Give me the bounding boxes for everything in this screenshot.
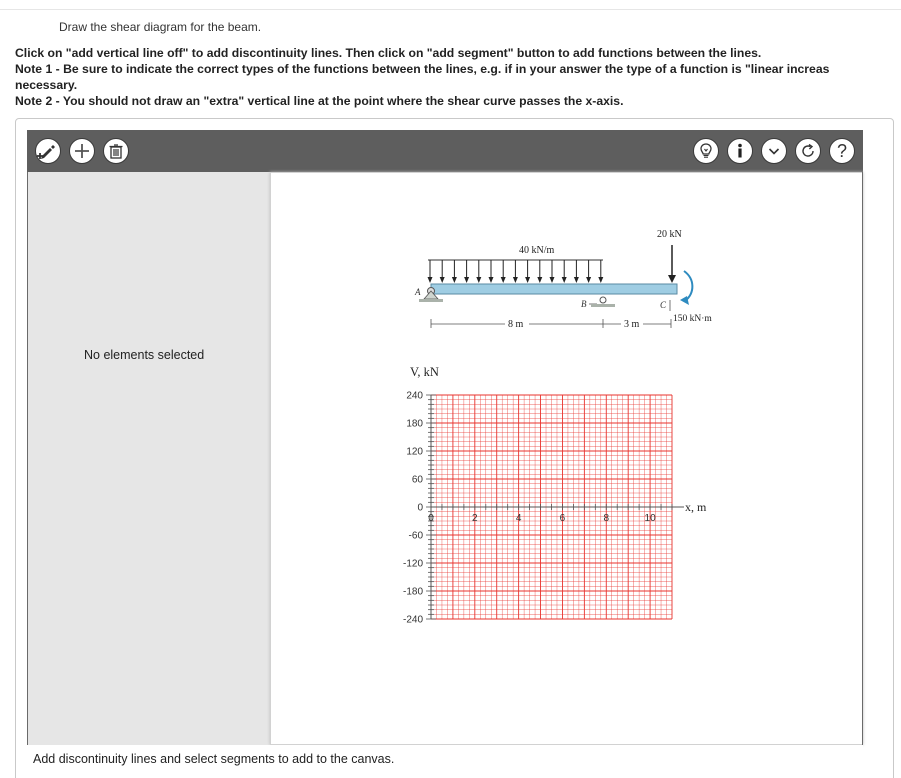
y-tick-label: 180 <box>406 418 423 430</box>
load-arrowhead <box>550 277 555 283</box>
instruction-line-4: Note 2 - You should not draw an "extra" vertical line at the point where the shear curve passes the x-axis. <box>15 94 624 108</box>
question-prompt: Draw the shear diagram for the beam. <box>59 20 262 34</box>
reset-button[interactable] <box>795 138 821 164</box>
footer-hint: Add discontinuity lines and select segments to add to the canvas. <box>33 752 395 766</box>
axes <box>426 395 684 619</box>
info-button[interactable] <box>727 138 753 164</box>
x-tick-label: 10 <box>644 513 656 524</box>
moment-arrow <box>684 271 692 301</box>
y-tick-label: 240 <box>406 390 423 402</box>
load-arrowhead <box>598 277 603 283</box>
instruction-line-3: necessary. <box>15 78 78 92</box>
x-axis-label: x, m <box>685 500 707 514</box>
properties-panel <box>27 172 270 778</box>
plus-icon <box>73 142 91 160</box>
beam-body <box>431 284 677 294</box>
span-ab-label: 8 m <box>508 319 524 330</box>
load-arrowhead <box>476 277 481 283</box>
load-arrowhead <box>464 277 469 283</box>
x-tick-label: 2 <box>472 513 478 524</box>
load-arrowhead <box>562 277 567 283</box>
delete-button[interactable] <box>103 138 129 164</box>
load-arrowhead <box>440 277 445 283</box>
help-icon <box>833 141 851 161</box>
add-vertical-line-button[interactable] <box>35 138 61 164</box>
shear-diagram <box>403 365 707 626</box>
right-rail <box>862 172 863 778</box>
ground-a <box>419 299 443 302</box>
canvas-svg <box>271 173 864 746</box>
trash-icon <box>108 143 124 159</box>
y-tick-label: -180 <box>402 586 423 598</box>
add-vertical-line-icon <box>37 140 59 162</box>
load-arrowhead <box>525 277 530 283</box>
instruction-line-2: Note 1 - Be sure to indicate the correct types of the functions between the lines, e.g. if in your answer the type of a function is "linear increas <box>15 62 830 76</box>
load-arrowhead <box>586 277 591 283</box>
distributed-load-arrows <box>428 260 604 283</box>
options-dropdown-button[interactable] <box>761 138 787 164</box>
y-tick-label: -240 <box>402 614 423 626</box>
load-arrowhead <box>574 277 579 283</box>
point-load-arrowhead <box>668 275 676 283</box>
info-icon <box>731 142 749 160</box>
hint-button[interactable] <box>693 138 719 164</box>
roller-b <box>600 297 606 303</box>
point-b-label: B <box>581 299 587 309</box>
point-a-label: A <box>415 287 421 297</box>
point-load-label: 20 kN <box>657 229 682 240</box>
x-tick-label: 6 <box>559 513 566 524</box>
load-arrowhead <box>537 277 542 283</box>
x-tick-label: 8 <box>603 513 610 524</box>
load-arrowhead <box>501 277 506 283</box>
point-c-label: C <box>660 300 667 310</box>
chevron-down-icon <box>766 143 782 159</box>
top-divider <box>0 9 901 10</box>
toolbar <box>27 130 863 172</box>
distributed-load-label: 40 kN/m <box>519 245 555 256</box>
span-bc-label: 3 m <box>624 319 640 330</box>
help-button[interactable] <box>829 138 855 164</box>
x-tick-label: 4 <box>515 513 522 524</box>
load-arrowhead <box>428 277 433 283</box>
selection-status: No elements selected <box>84 348 205 362</box>
y-tick-label: -120 <box>402 558 423 570</box>
add-segment-button[interactable] <box>69 138 95 164</box>
y-axis-label: V, kN <box>410 365 439 379</box>
instruction-line-1: Click on "add vertical line off" to add discontinuity lines. Then click on "add segment" button to add functions between the lines. <box>15 46 762 60</box>
svg-text:?: ? <box>836 141 848 161</box>
lightbulb-icon <box>697 142 715 160</box>
drawing-canvas[interactable] <box>270 172 863 745</box>
load-arrowhead <box>452 277 457 283</box>
reset-icon <box>799 142 817 160</box>
load-arrowhead <box>489 277 494 283</box>
ground-b <box>591 304 615 307</box>
y-tick-label: 0 <box>417 502 423 514</box>
beam-figure <box>414 229 712 330</box>
y-tick-label: -60 <box>408 530 423 542</box>
y-tick-label: 60 <box>411 474 423 486</box>
left-rail <box>27 172 28 778</box>
y-tick-label: 120 <box>406 446 423 458</box>
instructions <box>15 45 901 109</box>
load-arrowhead <box>513 277 518 283</box>
x-tick-label: 0 <box>428 513 434 524</box>
moment-label: 150 kN·m <box>673 314 712 324</box>
